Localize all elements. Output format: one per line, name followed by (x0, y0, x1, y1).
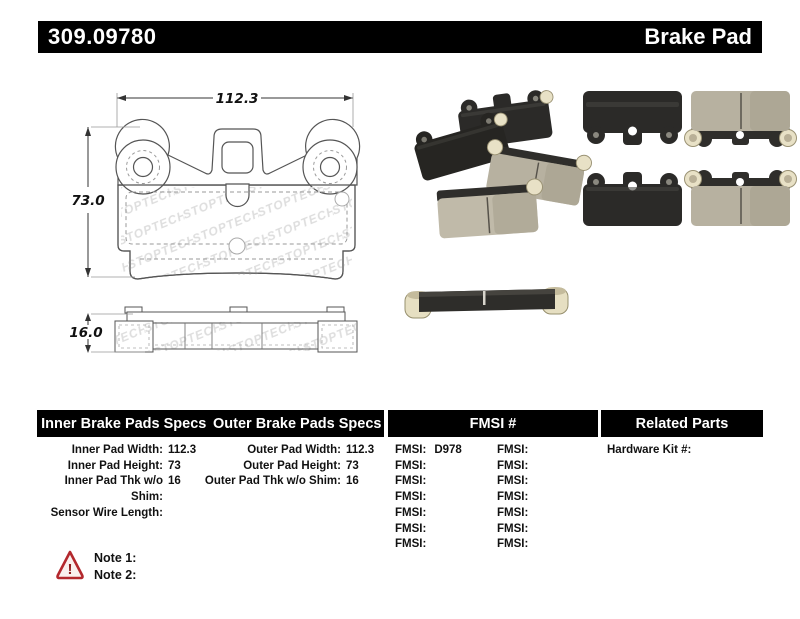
part-number: 309.09780 (48, 24, 157, 49)
fmsi-label: FMSI: (497, 444, 529, 456)
fmsi-label: FMSI: (497, 491, 529, 504)
photo-pad-edge-view (405, 287, 568, 318)
fmsi-label: FMSI: (395, 538, 427, 551)
thickness-dim-label: 16.0 (69, 325, 103, 341)
specs-header-bar (37, 410, 384, 437)
note-label: Note 1: (94, 551, 137, 565)
height-dim-arrow-bottom (85, 268, 91, 277)
related-parts-column (607, 443, 699, 459)
title-bar (38, 21, 762, 53)
spec-label: Inner Pad Width: (71, 444, 163, 456)
center-u-notch (226, 184, 249, 207)
width-dim-arrow-left (117, 95, 126, 101)
outer-specs-column (204, 443, 409, 490)
fmsi-header-bar (388, 410, 598, 437)
width-dim-arrow-right (344, 95, 353, 101)
note-line (94, 550, 136, 567)
left-ear-hole (134, 158, 153, 177)
spec-label: Outer Pad Thk w/o Shim: (204, 475, 341, 488)
fmsi-row (497, 490, 536, 506)
warning-triangle-icon (55, 549, 85, 582)
warning-exclamation: ! (67, 561, 73, 578)
fmsi-row (395, 522, 462, 538)
fmsi-row (395, 459, 462, 475)
inner-specs-header: Inner Brake Pads Specs (41, 415, 207, 432)
fmsi-row (395, 506, 462, 522)
fmsi-label: FMSI: (395, 522, 427, 535)
fmsi-label: FMSI: (395, 444, 427, 456)
note-label: Note 2: (94, 568, 137, 582)
fmsi-label: FMSI: (497, 506, 529, 519)
fmsi-label: FMSI: (395, 506, 427, 519)
fmsi-label: FMSI: (395, 491, 427, 504)
fmsi-row (497, 459, 536, 475)
spec-label: Inner Pad Thk w/o Shim: (64, 475, 163, 504)
fmsi-value: D978 (434, 444, 462, 456)
fmsi-row (497, 474, 536, 490)
fmsi-label: FMSI: (497, 522, 529, 535)
outer-spec-row (204, 459, 409, 475)
thickness-arrow-top (85, 313, 91, 321)
outer-specs-header: Outer Brake Pads Specs (213, 415, 382, 432)
fmsi-column-2 (497, 443, 536, 553)
spec-value: 16 (346, 475, 359, 488)
fmsi-row (395, 490, 462, 506)
center-tab-square-hole (222, 142, 253, 173)
photo-pads-flat (583, 91, 797, 226)
related-part-label: Hardware Kit #: (607, 444, 692, 456)
inner-spec-row (30, 506, 235, 522)
pad-side-view-drawing (55, 295, 375, 370)
side-watermark-area (116, 322, 356, 351)
backing-plate-edge (127, 312, 345, 323)
photo-pad-set-perspective (410, 87, 592, 239)
note-line (94, 567, 136, 584)
spec-value: 73 (346, 459, 359, 472)
height-dim-arrow-top (85, 127, 91, 136)
fmsi-column-1 (395, 443, 462, 553)
spec-label: Outer Pad Height: (243, 459, 341, 472)
outer-spec-row (204, 443, 409, 459)
related-parts-header: Related Parts (635, 415, 729, 432)
fmsi-label: FMSI: (395, 459, 427, 472)
width-dim-label: 112.3 (215, 91, 259, 107)
spec-label: Sensor Wire Length: (50, 506, 163, 519)
fmsi-label: FMSI: (497, 538, 529, 551)
related-parts-header-bar (601, 410, 763, 437)
fmsi-header: FMSI # (469, 415, 517, 432)
related-part-row (607, 443, 699, 459)
spec-value: 112.3 (168, 444, 197, 456)
fmsi-row (497, 443, 536, 459)
fmsi-row (395, 537, 462, 553)
fmsi-label: FMSI: (395, 475, 427, 488)
right-ear-hole (321, 158, 340, 177)
spec-value: 73 (168, 459, 181, 472)
spec-value: 16 (168, 475, 181, 488)
thickness-arrow-bottom (85, 345, 91, 353)
product-photos (395, 85, 800, 325)
fmsi-row (497, 537, 536, 553)
pad-front-view-drawing (55, 85, 375, 300)
face-detail-circle-2 (335, 192, 349, 206)
spec-label: Outer Pad Width: (247, 444, 341, 456)
fmsi-label: FMSI: (497, 459, 529, 472)
spec-label: Inner Pad Height: (67, 459, 163, 472)
height-dim-label: 73.0 (71, 193, 105, 209)
product-type-title: Brake Pad (644, 24, 752, 49)
fmsi-row (497, 506, 536, 522)
notes-block (94, 550, 136, 584)
outer-spec-row (204, 474, 409, 490)
fmsi-row (395, 443, 462, 459)
face-detail-circle-1 (229, 238, 245, 254)
spec-value: 112.3 (346, 444, 375, 456)
fmsi-row (497, 522, 536, 538)
fmsi-label: FMSI: (497, 475, 529, 488)
fmsi-row (395, 474, 462, 490)
